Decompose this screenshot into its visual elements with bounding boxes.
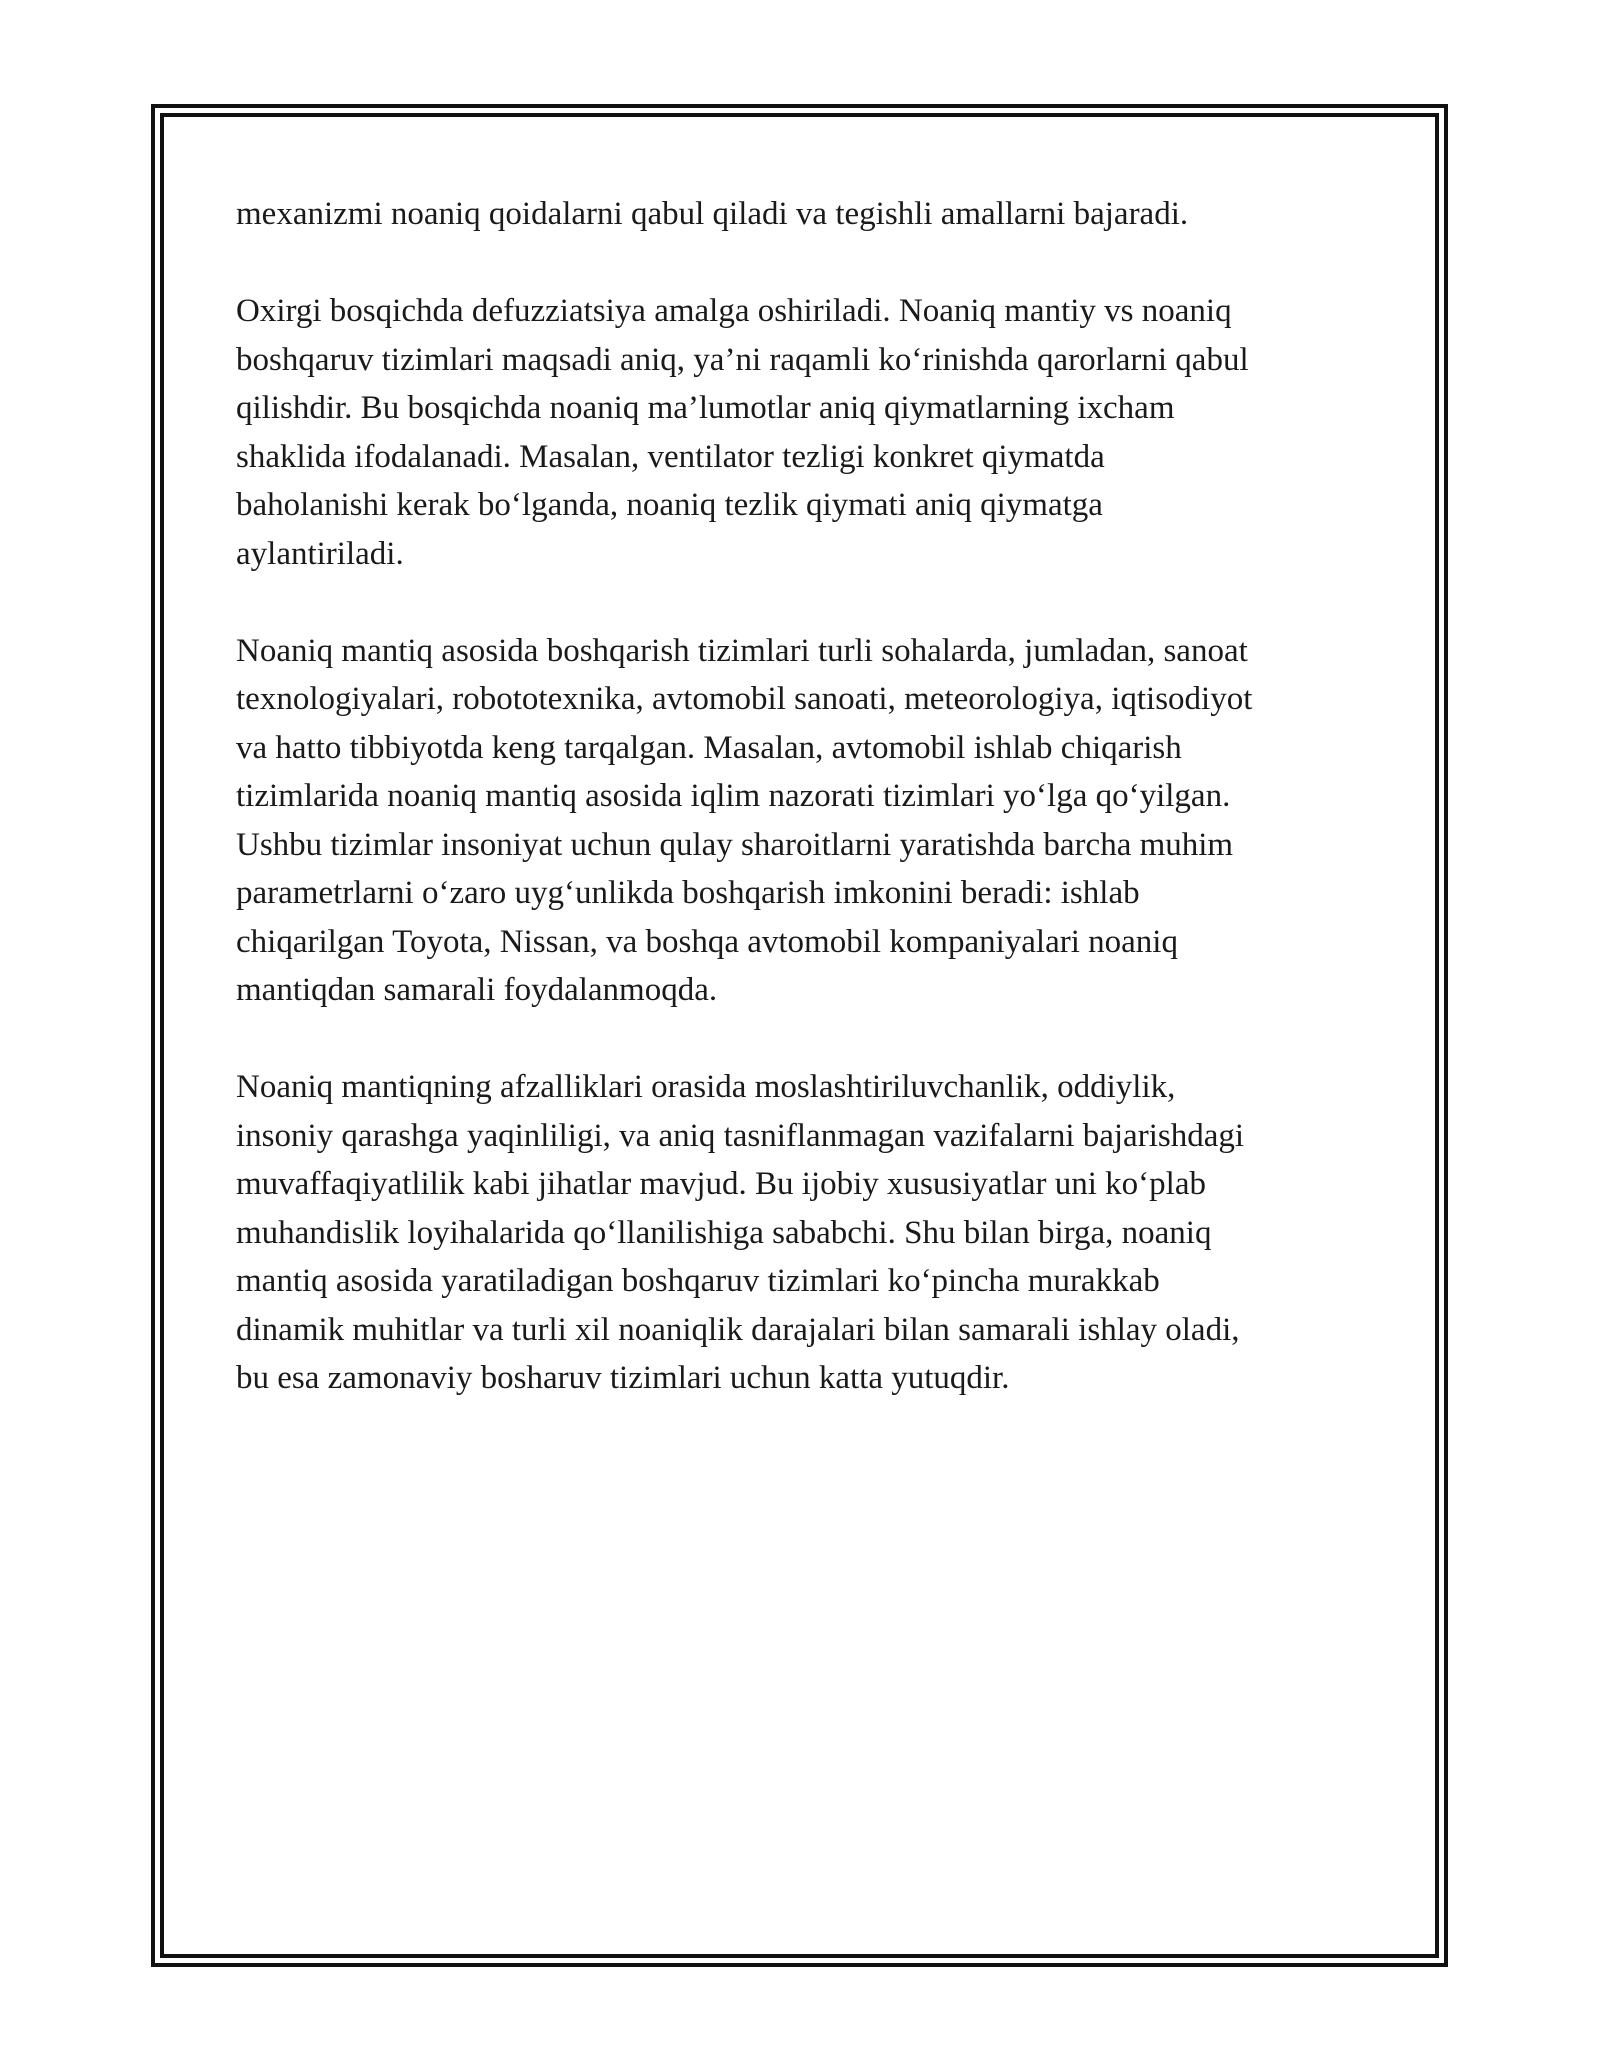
paragraph-4: Noaniq mantiqning afzalliklari orasida moslashtiriluvchanlik, oddiylik, insoniy qarashga yaqinliligi, va aniq tasniflanmagan vazifalarni bajarishdagi muvaffaqiyatlilik kabi jihatlar mavjud. Bu ijobiy xususiyatlar uni ko‘plab muhandislik loyihalarida qo‘llanilishiga sababchi. Shu bilan birga, noaniq mantiq asosida yaratiladigan boshqaruv tizimlari ko‘pincha murakkab dinamik muhitlar va turli xil noaniqlik darajalari bilan samarali ishlay oladi, bu esa zamonaviy bosharuv tizimlari uchun katta yutuqdir. bbox=[236, 1069, 1245, 1396]
paragraph-2: Oxirgi bosqichda defuzziatsiya amalga oshiriladi. Noaniq mantiy vs noaniq boshqaruv tizimlari maqsadi aniq, ya’ni raqamli ko‘rinishda qarorlarni qabul qilishdir. Bu bosqichda noaniq ma’lumotlar aniq qiymatlarning ixcham shaklida ifodalanadi. Masalan, ventilator tezligi konkret qiymatda baholanishi kerak bo‘lganda, noaniq tezlik qiymati aniq qiymatga aylantiriladi. bbox=[236, 293, 1249, 572]
document-body bbox=[236, 190, 1376, 1451]
paragraph-3: Noaniq mantiq asosida boshqarish tizimlari turli sohalarda, jumladan, sanoat texnologiyalari, robototexnika, avtomobil sanoati, meteorologiya, iqtisodiyot va hatto tibbiyotda keng tarqalgan. Masalan, avtomobil ishlab chiqarish tizimlarida noaniq mantiq asosida iqlim nazorati tizimlari yo‘lga qo‘yilgan. Ushbu tizimlar insoniyat uchun qulay sharoitlarni yaratishda barcha muhim parametrlarni o‘zaro uyg‘unlikda boshqarish imkonini beradi: ishlab chiqarilgan Toyota, Nissan, va boshqa avtomobil kompaniyalari noaniq mantiqdan samarali foydalanmoqda. bbox=[236, 632, 1253, 1008]
paragraph-1: mexanizmi noaniq qoidalarni qabul qiladi va tegishli amallarni bajaradi. bbox=[236, 196, 1189, 232]
